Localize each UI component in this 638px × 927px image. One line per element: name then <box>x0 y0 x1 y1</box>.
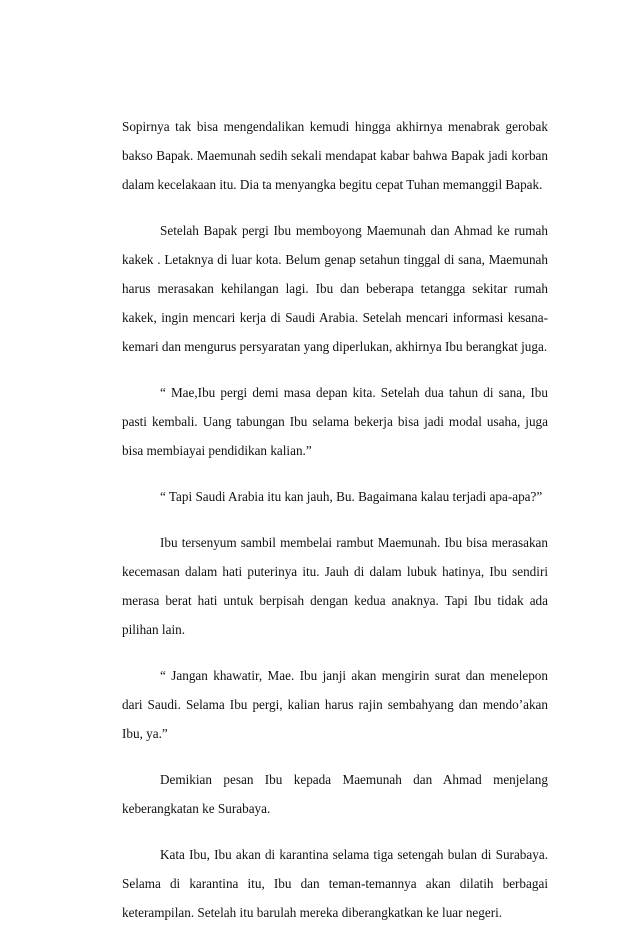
paragraph-6: “ Jangan khawatir, Mae. Ibu janji akan mengirin surat dan menelepon dari Saudi. Selama Ibu pergi, kalian harus rajin sembahyang dan mendo’akan Ibu, ya.” <box>122 668 548 741</box>
paragraph-gap <box>122 748 548 765</box>
paragraph-gap <box>122 465 548 482</box>
document-page <box>122 112 548 927</box>
paragraph-gap <box>122 511 548 528</box>
paragraph-gap <box>122 644 548 661</box>
paragraph-gap <box>122 361 548 378</box>
paragraph-5: Ibu tersenyum sambil membelai rambut Maemunah. Ibu bisa merasakan kecemasan dalam hati puterinya itu. Jauh di dalam lubuk hatinya, Ibu sendiri merasa berat hati untuk berpisah dengan kedua anaknya. Tapi Ibu tidak ada pilihan lain. <box>122 535 548 637</box>
paragraph-1: Sopirnya tak bisa mengendalikan kemudi hingga akhirnya menabrak gerobak bakso Bapak. Maemunah sedih sekali mendapat kabar bahwa Bapak jadi korban dalam kecelakaan itu. Dia ta menyangka begitu cepat Tuhan memanggil Bapak. <box>122 119 548 192</box>
paragraph-2: Setelah Bapak pergi Ibu memboyong Maemunah dan Ahmad ke rumah kakek . Letaknya di luar kota. Belum genap setahun tinggal di sana, Maemunah harus merasakan kehilangan lagi. Ibu dan beberapa tetangga sekitar rumah kakek, ingin mencari kerja di Saudi Arabia. Setelah mencari informasi kesana-kemari dan mengurus persyaratan yang diperlukan, akhirnya Ibu berangkat juga. <box>122 223 548 354</box>
paragraph-3: “ Mae,Ibu pergi demi masa depan kita. Setelah dua tahun di sana, Ibu pasti kembali. Uang tabungan Ibu selama bekerja bisa jadi modal usaha, juga bisa membiayai pendidikan kalian.” <box>122 385 548 458</box>
paragraph-gap <box>122 199 548 216</box>
paragraph-gap <box>122 823 548 840</box>
paragraph-7: Demikian pesan Ibu kepada Maemunah dan Ahmad menjelang keberangkatan ke Surabaya. <box>122 772 548 816</box>
paragraph-4: “ Tapi Saudi Arabia itu kan jauh, Bu. Bagaimana kalau terjadi apa-apa?” <box>160 489 543 504</box>
paragraph-8: Kata Ibu, Ibu akan di karantina selama tiga setengah bulan di Surabaya. Selama di karantina itu, Ibu dan teman-temannya akan dilatih berbagai keterampilan. Setelah itu barulah mereka diberangkatkan ke luar negeri. <box>122 847 548 920</box>
